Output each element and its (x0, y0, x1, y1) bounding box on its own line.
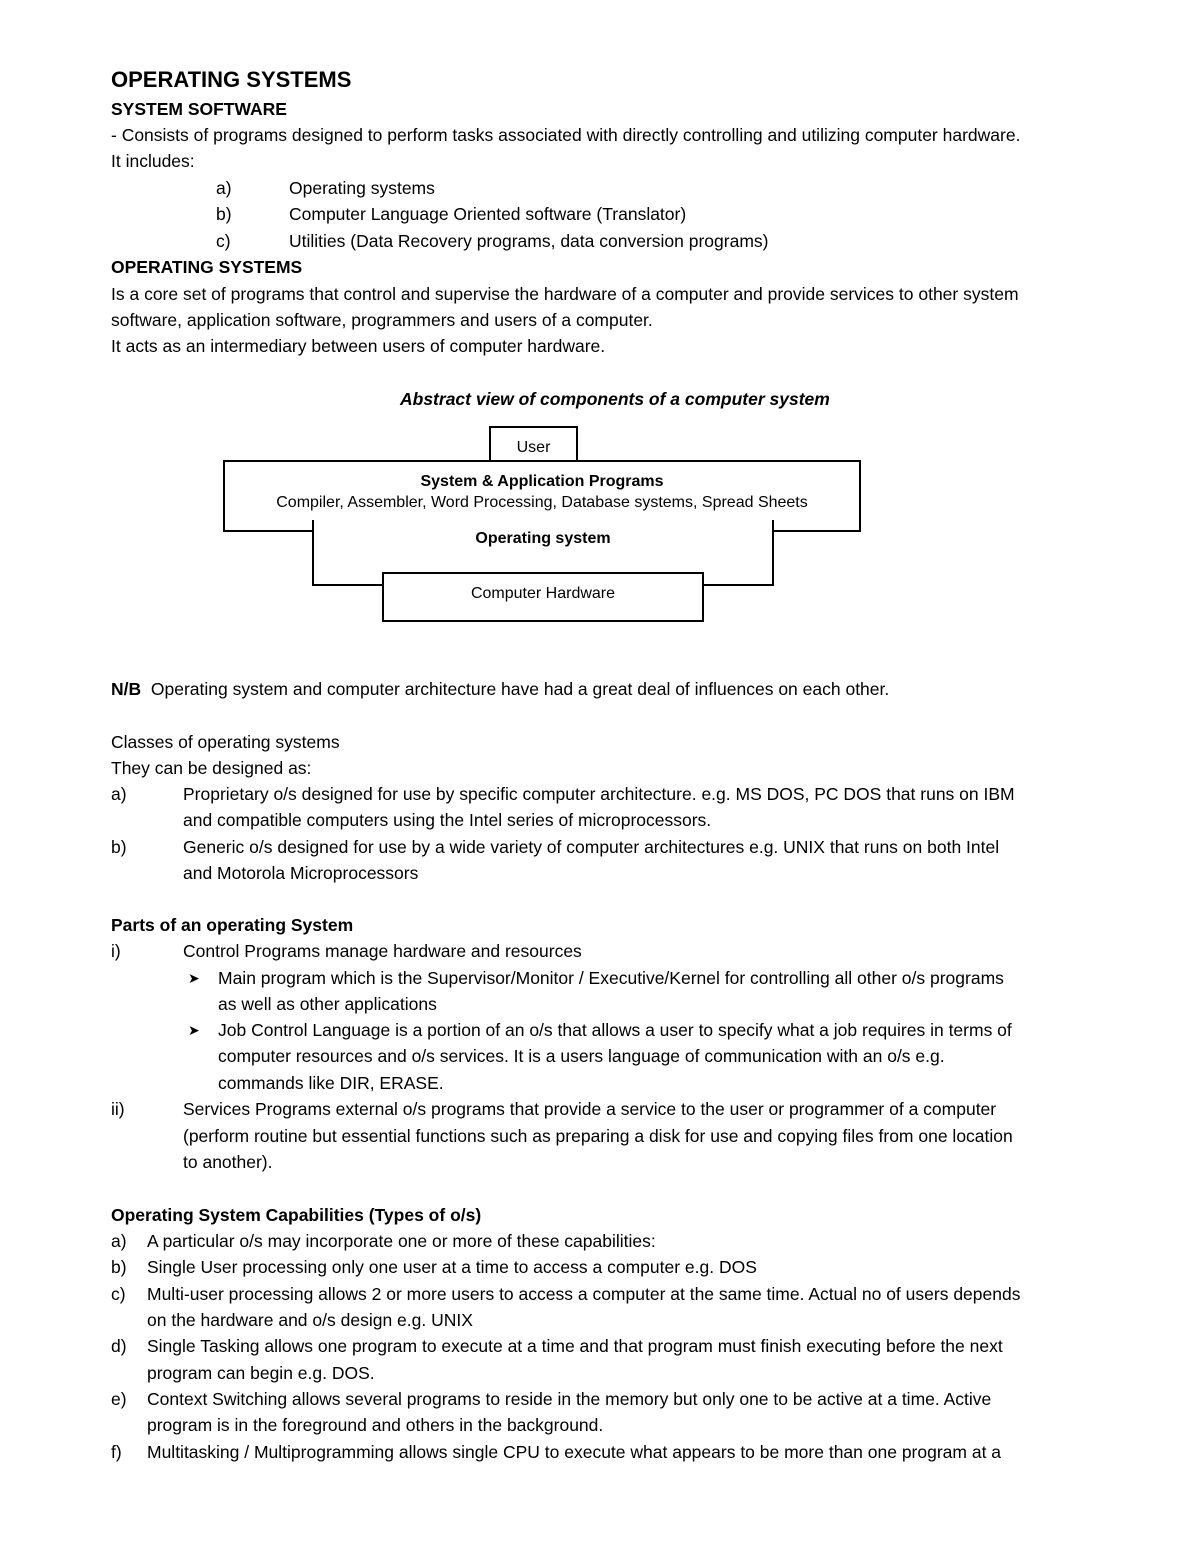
list-item: program is in the foreground and others in the background. (147, 1415, 604, 1435)
system-application-examples: Compiler, Assembler, Word Processing, Database systems, Spread Sheets (276, 494, 808, 511)
list-marker: d) (111, 1336, 127, 1356)
bullet-text: computer resources and o/s services. It is a users language of communication with an o/s e.g. (218, 1046, 945, 1066)
os-definition-line: software, application software, programmers and users of a computer. (111, 310, 653, 330)
os-heading: OPERATING SYSTEMS (111, 257, 303, 277)
list-item: Single Tasking allows one program to execute at a time and that program must finish executing before the next (147, 1336, 1003, 1356)
list-marker: b) (111, 1257, 127, 1277)
list-marker: b) (111, 837, 127, 857)
includes-item: Computer Language Oriented software (Translator) (289, 204, 687, 224)
bullet-text: Main program which is the Supervisor/Monitor / Executive/Kernel for controlling all other o/s programs (218, 968, 1004, 988)
list-item: and compatible computers using the Intel series of microprocessors. (183, 810, 712, 830)
list-marker: c) (111, 1284, 126, 1304)
includes-marker: a) (216, 178, 232, 198)
capabilities-heading: Operating System Capabilities (Types of o/s) (111, 1205, 482, 1225)
list-item: and Motorola Microprocessors (183, 863, 419, 883)
includes-marker: c) (216, 231, 231, 251)
list-marker: a) (111, 784, 127, 804)
list-item: Control Programs manage hardware and resources (183, 941, 582, 961)
system-software-heading: SYSTEM SOFTWARE (111, 99, 287, 119)
includes-item: Operating systems (289, 178, 435, 198)
includes-marker: b) (216, 204, 232, 224)
list-item: on the hardware and o/s design e.g. UNIX (147, 1310, 473, 1330)
bullet-text: as well as other applications (218, 994, 437, 1014)
nb-text: Operating system and computer architecture have had a great deal of influences on each other. (150, 679, 890, 699)
bullet-text: Job Control Language is a portion of an o/s that allows a user to specify what a job requires in terms of (218, 1020, 1012, 1040)
system-application-title: System & Application Programs (420, 473, 664, 490)
diagram-caption: Abstract view of components of a computer system (400, 389, 830, 409)
list-item: Multi-user processing allows 2 or more users to access a computer at the same time. Actual no of users depends (147, 1284, 1021, 1304)
list-item: Single User processing only one user at a time to access a computer e.g. DOS (147, 1257, 757, 1277)
list-item: A particular o/s may incorporate one or more of these capabilities: (147, 1231, 656, 1251)
user-label: User (516, 439, 551, 456)
list-item: Generic o/s designed for use by a wide variety of computer architectures e.g. UNIX that runs on both Intel (183, 837, 1000, 857)
list-item: (perform routine but essential functions such as preparing a disk for use and copying files from one location (183, 1126, 1013, 1146)
page-title: OPERATING SYSTEMS (111, 67, 352, 92)
includes-label: It includes: (111, 151, 195, 171)
includes-item: Utilities (Data Recovery programs, data conversion programs) (289, 231, 769, 251)
list-item: program can begin e.g. DOS. (147, 1363, 375, 1383)
os-intermediary: It acts as an intermediary between users of computer hardware. (111, 336, 606, 356)
parts-heading: Parts of an operating System (111, 915, 354, 935)
list-marker: f) (111, 1442, 122, 1462)
nb-note (111, 678, 889, 700)
list-marker: ii) (111, 1099, 125, 1119)
arrow-bullet-icon: ➤ (188, 970, 200, 986)
list-marker: a) (111, 1231, 127, 1251)
list-item: Proprietary o/s designed for use by specific computer architecture. e.g. MS DOS, PC DOS that runs on IBM (183, 784, 1015, 804)
operating-system-label: Operating system (475, 530, 611, 547)
arrow-bullet-icon: ➤ (188, 1022, 200, 1038)
system-software-desc: - Consists of programs designed to perform tasks associated with directly controlling and utilizing computer hardware. (111, 125, 1021, 145)
list-marker: e) (111, 1389, 127, 1409)
classes-heading: Classes of operating systems (111, 732, 340, 752)
list-item: Multitasking / Multiprogramming allows single CPU to execute what appears to be more than one program at a (147, 1442, 1002, 1462)
bullet-text: commands like DIR, ERASE. (218, 1073, 444, 1093)
list-item: Context Switching allows several programs to reside in the memory but only one to be active at a time. Active (147, 1389, 992, 1409)
classes-intro: They can be designed as: (111, 758, 312, 778)
user-box (489, 426, 578, 464)
hardware-box (382, 572, 704, 622)
nb-label: N/B (111, 679, 142, 699)
list-item: to another). (183, 1152, 273, 1172)
list-item: Services Programs external o/s programs that provide a service to the user or programmer of a computer (183, 1099, 997, 1119)
os-definition-line: Is a core set of programs that control and supervise the hardware of a computer and provide services to other system (111, 284, 1019, 304)
hardware-label: Computer Hardware (470, 585, 616, 602)
list-marker: i) (111, 941, 121, 961)
